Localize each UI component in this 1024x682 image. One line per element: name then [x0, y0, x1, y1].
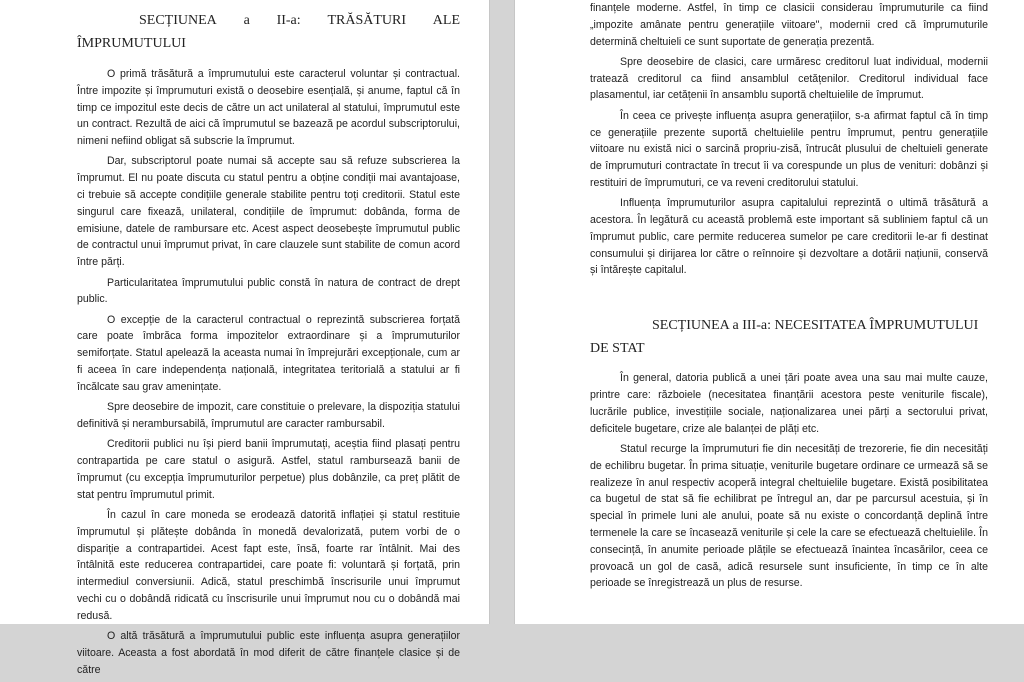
- paragraph-continued: finanțele moderne. Astfel, în timp ce clasicii considerau împrumuturile ca fiind „impozite amânate pentru generațiile viitoare", modernii cred că împrumuturile determină cheltuieli ce sunt suportate de generația prezentă.: [590, 2, 988, 48]
- paragraph: În cazul în care moneda se erodează datorită inflației și statul restituie împrumutul și plătește dobânda în monedă devalorizată, putem vorbi de o dispariție a contrapartidei. Acest fapt este, însă, foarte rar întâlnit. Mai des întâlnită este reducerea contrapartidei, care poate fi: voluntară și forțată, prin intermediul conversiunii. Adică, statul preschimbă înscrisurile unui împrumut vechi cu o dobândă ridicată cu înscrisurile unui împrumut nou cu o dobândă mai redusă.: [77, 508, 460, 622]
- paragraph: Creditorii publici nu își pierd banii împrumutați, aceștia fiind plasați pentru contrapartida pe care statul o asigură. Astfel, statul rambursează banii de împrumut (cu excepția împrumuturilor perpetue) plus dobânzile, ca preț plătit de stat pentru împrumutul primit.: [77, 438, 460, 501]
- heading-word: SECȚIUNEA: [139, 13, 217, 28]
- paragraph: Particularitatea împrumutului public constă în natura de contract de drept public.: [77, 276, 460, 306]
- paragraph: O excepție de la caracterul contractual o reprezintă subscrierea forțată care poate îmbrăca forma impozitelor extraordinare și a împrumuturilor semiforțate. Statul apelează la aceasta numai în împrejurări excepționale, cum ar fi aceea în care independența națională, integritatea teritorială a statului ar fi încălcate sau grav amenințate.: [77, 313, 460, 393]
- heading-line-1: [77, 9, 460, 32]
- paragraph: Spre deosebire de impozit, care constituie o prelevare, la dispoziția statului definitivă și nerambursabilă, împrumutul are caracter rambursabil.: [77, 401, 460, 430]
- paragraph: În general, datoria publică a unei țări poate avea una sau mai multe cauze, printre care: războiele (necesitatea finanțării acestora peste veniturile fiscale), lucrările publice, investițiile sociale, naționalizarea unei părți a sectorului privat, deficitele bugetare, crize ale balanței de plăți etc.: [590, 372, 988, 435]
- paragraph: O altă trăsătură a împrumutului public este influența asupra generațiilor viitoare. Aceasta a fost abordată în mod diferit de către finanțele clasice și de către: [77, 630, 460, 676]
- paragraph: Dar, subscriptorul poate numai să accepte sau să refuze subscrierea la împrumut. El nu poate discuta cu statul pentru a obține condiții mai avantajoase, ci trebuie să accepte condițiile generale stabilite pentru toți creditorii. Statul este singurul care fixează, unilateral, condițiile de împrumut: dobânda, forma de emisiune, datele de rambursare etc. Acest aspect deosebește împrumutul public de contractul unui împrumut privat, în care clauzele sunt stabilite de comun acord între părți.: [77, 155, 460, 269]
- page-content: [590, 0, 988, 596]
- heading-word: ALE: [432, 13, 460, 28]
- heading-word: a: [243, 13, 250, 28]
- heading-line-2: DE STAT: [590, 341, 645, 357]
- paragraph: O primă trăsătură a împrumutului este caracterul voluntar și contractual. Între impozite și împrumuturi există o deosebire esențială, și anume, faptul că în timp ce impozitul este decis de către un act unilateral al statului, împrumutul este un contract. Rezultă de aici că împrumutul se bazează pe acordul subscriptorului, nimeni nefiind obligat să subscrie la împrumut.: [77, 68, 460, 148]
- document-page-left[interactable]: [0, 0, 490, 676]
- heading-word: II-a:: [276, 13, 301, 28]
- paragraph: Spre deosebire de clasici, care urmăresc creditorul luat individual, modernii tratează creditorul ca fiind ansamblul cetățenilor. Creditorul individual face plasamentul, iar cetățenii în ansamblu suportă cheltuielile de împrumut.: [590, 55, 988, 102]
- section-heading: [590, 314, 988, 360]
- paragraph: În ceea ce privește influența asupra generațiilor, s-a afirmat faptul că în timp ce generațiile prezente suportă cheltuielile pentru împrumut, pentru generațiile viitoare nu există nici o sarcină propriu-zisă, întrucât plusului de cheltuieli generate de împrumuturi contractate în trecut îi va corespunde un plus de venituri: dobânzi și restituiri de împrumuturi, ce va reveni creditorului statului.: [590, 109, 988, 189]
- section-heading: [77, 9, 460, 55]
- page-content: [77, 9, 460, 682]
- document-page-right[interactable]: [514, 0, 1024, 624]
- heading-line-2: ÎMPRUMUTULUI: [77, 36, 186, 51]
- heading-line-1: SECȚIUNEA a III-a: NECESITATEA ÎMPRUMUTULUI: [652, 318, 979, 334]
- paragraph: Statul recurge la împrumuturi fie din necesități de trezorerie, fie din necesități de echilibru bugetar. În prima situație, veniturile bugetare ordinare ce urmează să se realizeze în anul respectiv acoperă integral cheltuielile bugetare. Există posibilitatea ca bugetul de stat să fie echilibrat pe întregul an, dar pe parcursul acestuia, și în special în primele luni ale anului, poate să nu existe o concordanță deplină între termenele la care se încasează veniturile și cele la care se efectuează cheltuielile. În consecință, în anumite perioade plățile se efectuează înaintea încasărilor, ceea ce provoacă un gol de casă, adică resursele sunt insuficiente, în timp ce în alte perioade se înregistrează un plus de resurse.: [590, 442, 988, 590]
- heading-word: TRĂSĂTURI: [327, 13, 406, 28]
- paragraph: Influența împrumuturilor asupra capitalului reprezintă o ultimă trăsătură a acestora. În legătură cu această problemă este important să subliniem faptul că un împrumut public, care permite reducerea sumelor pe care creditorii le-ar fi destinat consumului și dirijarea lor către o reînnoire și dezvoltare a dotării națiunii, conservă și întărește capitalul.: [590, 197, 988, 277]
